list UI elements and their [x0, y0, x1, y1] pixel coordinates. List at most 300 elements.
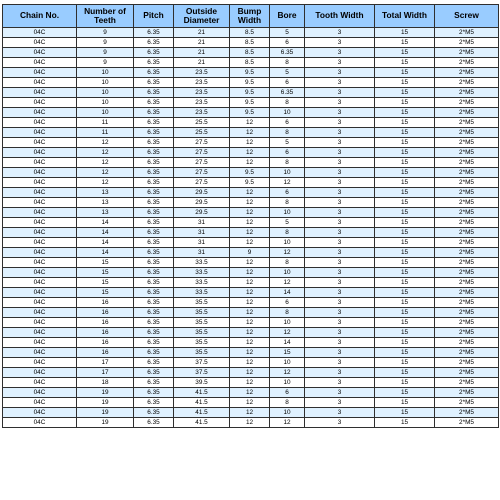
cell-pitch: 6.35 [134, 358, 174, 368]
cell-outside-diameter: 31 [174, 228, 230, 238]
cell-tooth-width: 3 [305, 398, 375, 408]
cell-bump-width: 12 [230, 198, 270, 208]
cell-bump-width: 12 [230, 118, 270, 128]
cell-total-width: 15 [375, 258, 435, 268]
cell-bump-width: 12 [230, 328, 270, 338]
cell-number-of-teeth: 9 [77, 58, 134, 68]
cell-number-of-teeth: 16 [77, 328, 134, 338]
cell-total-width: 15 [375, 68, 435, 78]
cell-number-of-teeth: 10 [77, 68, 134, 78]
cell-number-of-teeth: 16 [77, 318, 134, 328]
table-row [3, 108, 499, 118]
cell-screw: 2*M5 [435, 48, 499, 58]
cell-outside-diameter: 35.5 [174, 328, 230, 338]
cell-pitch: 6.35 [134, 418, 174, 428]
cell-screw: 2*M5 [435, 98, 499, 108]
cell-number-of-teeth: 16 [77, 298, 134, 308]
cell-bore: 10 [270, 408, 305, 418]
cell-chain-no: 04C [3, 78, 77, 88]
cell-bump-width: 9.5 [230, 108, 270, 118]
cell-outside-diameter: 31 [174, 248, 230, 258]
cell-chain-no: 04C [3, 378, 77, 388]
cell-chain-no: 04C [3, 158, 77, 168]
cell-outside-diameter: 33.5 [174, 258, 230, 268]
cell-screw: 2*M5 [435, 328, 499, 338]
cell-pitch: 6.35 [134, 58, 174, 68]
cell-pitch: 6.35 [134, 338, 174, 348]
cell-total-width: 15 [375, 388, 435, 398]
cell-total-width: 15 [375, 238, 435, 248]
cell-tooth-width: 3 [305, 258, 375, 268]
cell-outside-diameter: 21 [174, 38, 230, 48]
cell-screw: 2*M5 [435, 88, 499, 98]
table-row [3, 288, 499, 298]
cell-tooth-width: 3 [305, 248, 375, 258]
cell-outside-diameter: 41.5 [174, 398, 230, 408]
cell-total-width: 15 [375, 368, 435, 378]
cell-total-width: 15 [375, 148, 435, 158]
cell-screw: 2*M5 [435, 348, 499, 358]
cell-screw: 2*M5 [435, 198, 499, 208]
cell-total-width: 15 [375, 198, 435, 208]
cell-total-width: 15 [375, 178, 435, 188]
cell-bump-width: 12 [230, 148, 270, 158]
cell-screw: 2*M5 [435, 258, 499, 268]
table-row [3, 228, 499, 238]
cell-number-of-teeth: 10 [77, 98, 134, 108]
cell-chain-no: 04C [3, 108, 77, 118]
cell-bore: 10 [270, 268, 305, 278]
cell-tooth-width: 3 [305, 198, 375, 208]
cell-screw: 2*M5 [435, 148, 499, 158]
cell-number-of-teeth: 12 [77, 138, 134, 148]
cell-total-width: 15 [375, 218, 435, 228]
cell-screw: 2*M5 [435, 408, 499, 418]
cell-pitch: 6.35 [134, 88, 174, 98]
cell-bore: 15 [270, 348, 305, 358]
cell-outside-diameter: 21 [174, 58, 230, 68]
cell-total-width: 15 [375, 288, 435, 298]
cell-tooth-width: 3 [305, 298, 375, 308]
table-body [3, 28, 499, 428]
cell-tooth-width: 3 [305, 38, 375, 48]
cell-bump-width: 8.5 [230, 38, 270, 48]
cell-bore: 6 [270, 298, 305, 308]
cell-tooth-width: 3 [305, 408, 375, 418]
cell-pitch: 6.35 [134, 258, 174, 268]
cell-pitch: 6.35 [134, 188, 174, 198]
cell-screw: 2*M5 [435, 358, 499, 368]
cell-tooth-width: 3 [305, 288, 375, 298]
cell-bore: 8 [270, 308, 305, 318]
cell-outside-diameter: 23.5 [174, 98, 230, 108]
header-tooth-width: Tooth Width [305, 5, 375, 28]
cell-outside-diameter: 35.5 [174, 308, 230, 318]
table-row [3, 308, 499, 318]
cell-pitch: 6.35 [134, 248, 174, 258]
cell-pitch: 6.35 [134, 408, 174, 418]
cell-bump-width: 12 [230, 418, 270, 428]
cell-bore: 6 [270, 118, 305, 128]
table-row [3, 178, 499, 188]
cell-tooth-width: 3 [305, 368, 375, 378]
cell-number-of-teeth: 14 [77, 248, 134, 258]
cell-number-of-teeth: 19 [77, 418, 134, 428]
cell-outside-diameter: 35.5 [174, 318, 230, 328]
table-row [3, 28, 499, 38]
cell-bore: 12 [270, 248, 305, 258]
cell-chain-no: 04C [3, 128, 77, 138]
header-bore: Bore [270, 5, 305, 28]
table-row [3, 158, 499, 168]
cell-tooth-width: 3 [305, 278, 375, 288]
cell-pitch: 6.35 [134, 98, 174, 108]
cell-bump-width: 12 [230, 298, 270, 308]
cell-bore: 12 [270, 178, 305, 188]
cell-bump-width: 12 [230, 138, 270, 148]
cell-bore: 12 [270, 368, 305, 378]
cell-screw: 2*M5 [435, 218, 499, 228]
cell-pitch: 6.35 [134, 228, 174, 238]
table-row [3, 48, 499, 58]
table-header [3, 5, 499, 28]
cell-bump-width: 12 [230, 268, 270, 278]
table-row [3, 358, 499, 368]
cell-tooth-width: 3 [305, 418, 375, 428]
table-row [3, 78, 499, 88]
cell-total-width: 15 [375, 108, 435, 118]
cell-number-of-teeth: 11 [77, 128, 134, 138]
cell-chain-no: 04C [3, 68, 77, 78]
table-row [3, 138, 499, 148]
cell-total-width: 15 [375, 168, 435, 178]
cell-total-width: 15 [375, 228, 435, 238]
cell-bore: 8 [270, 128, 305, 138]
cell-chain-no: 04C [3, 328, 77, 338]
cell-screw: 2*M5 [435, 78, 499, 88]
table-row [3, 398, 499, 408]
cell-outside-diameter: 39.5 [174, 378, 230, 388]
cell-chain-no: 04C [3, 318, 77, 328]
cell-bore: 12 [270, 328, 305, 338]
cell-total-width: 15 [375, 248, 435, 258]
cell-tooth-width: 3 [305, 78, 375, 88]
cell-tooth-width: 3 [305, 218, 375, 228]
cell-tooth-width: 3 [305, 168, 375, 178]
cell-tooth-width: 3 [305, 328, 375, 338]
cell-tooth-width: 3 [305, 68, 375, 78]
cell-bore: 8 [270, 98, 305, 108]
header-row [3, 5, 499, 28]
cell-pitch: 6.35 [134, 318, 174, 328]
cell-chain-no: 04C [3, 358, 77, 368]
sprocket-spec-table [2, 4, 499, 428]
cell-tooth-width: 3 [305, 318, 375, 328]
cell-pitch: 6.35 [134, 398, 174, 408]
cell-bump-width: 12 [230, 348, 270, 358]
cell-pitch: 6.35 [134, 148, 174, 158]
cell-pitch: 6.35 [134, 348, 174, 358]
cell-pitch: 6.35 [134, 128, 174, 138]
cell-tooth-width: 3 [305, 188, 375, 198]
cell-pitch: 6.35 [134, 268, 174, 278]
cell-outside-diameter: 33.5 [174, 288, 230, 298]
cell-number-of-teeth: 15 [77, 268, 134, 278]
cell-tooth-width: 3 [305, 208, 375, 218]
cell-screw: 2*M5 [435, 28, 499, 38]
cell-number-of-teeth: 12 [77, 168, 134, 178]
cell-total-width: 15 [375, 318, 435, 328]
table-row [3, 88, 499, 98]
cell-total-width: 15 [375, 348, 435, 358]
cell-chain-no: 04C [3, 308, 77, 318]
cell-chain-no: 04C [3, 138, 77, 148]
cell-bump-width: 12 [230, 358, 270, 368]
cell-chain-no: 04C [3, 348, 77, 358]
cell-outside-diameter: 27.5 [174, 158, 230, 168]
cell-number-of-teeth: 12 [77, 148, 134, 158]
cell-pitch: 6.35 [134, 178, 174, 188]
cell-bore: 6 [270, 78, 305, 88]
cell-pitch: 6.35 [134, 238, 174, 248]
table-row [3, 408, 499, 418]
cell-number-of-teeth: 13 [77, 198, 134, 208]
cell-number-of-teeth: 14 [77, 228, 134, 238]
cell-total-width: 15 [375, 58, 435, 68]
cell-bump-width: 12 [230, 318, 270, 328]
cell-bump-width: 9.5 [230, 178, 270, 188]
table-row [3, 278, 499, 288]
cell-outside-diameter: 29.5 [174, 198, 230, 208]
header-total-width: Total Width [375, 5, 435, 28]
cell-number-of-teeth: 16 [77, 338, 134, 348]
cell-pitch: 6.35 [134, 168, 174, 178]
cell-tooth-width: 3 [305, 228, 375, 238]
cell-outside-diameter: 35.5 [174, 348, 230, 358]
cell-number-of-teeth: 9 [77, 28, 134, 38]
cell-tooth-width: 3 [305, 128, 375, 138]
cell-number-of-teeth: 13 [77, 208, 134, 218]
header-bump-width: Bump Width [230, 5, 270, 28]
cell-chain-no: 04C [3, 298, 77, 308]
cell-tooth-width: 3 [305, 28, 375, 38]
cell-screw: 2*M5 [435, 338, 499, 348]
cell-chain-no: 04C [3, 188, 77, 198]
cell-screw: 2*M5 [435, 318, 499, 328]
cell-tooth-width: 3 [305, 388, 375, 398]
cell-outside-diameter: 35.5 [174, 298, 230, 308]
cell-pitch: 6.35 [134, 48, 174, 58]
cell-total-width: 15 [375, 418, 435, 428]
cell-number-of-teeth: 11 [77, 118, 134, 128]
cell-screw: 2*M5 [435, 368, 499, 378]
cell-screw: 2*M5 [435, 268, 499, 278]
header-chain-no: Chain No. [3, 5, 77, 28]
cell-bore: 10 [270, 318, 305, 328]
cell-outside-diameter: 41.5 [174, 408, 230, 418]
cell-bump-width: 12 [230, 408, 270, 418]
cell-number-of-teeth: 13 [77, 188, 134, 198]
cell-bore: 14 [270, 288, 305, 298]
cell-pitch: 6.35 [134, 38, 174, 48]
cell-chain-no: 04C [3, 238, 77, 248]
cell-number-of-teeth: 14 [77, 218, 134, 228]
cell-bore: 5 [270, 138, 305, 148]
header-pitch: Pitch [134, 5, 174, 28]
table-row [3, 168, 499, 178]
cell-chain-no: 04C [3, 88, 77, 98]
cell-pitch: 6.35 [134, 368, 174, 378]
cell-tooth-width: 3 [305, 178, 375, 188]
cell-bump-width: 9.5 [230, 88, 270, 98]
cell-bore: 10 [270, 358, 305, 368]
cell-chain-no: 04C [3, 118, 77, 128]
cell-outside-diameter: 41.5 [174, 388, 230, 398]
cell-outside-diameter: 23.5 [174, 88, 230, 98]
cell-pitch: 6.35 [134, 288, 174, 298]
cell-screw: 2*M5 [435, 288, 499, 298]
cell-outside-diameter: 33.5 [174, 268, 230, 278]
cell-outside-diameter: 27.5 [174, 168, 230, 178]
cell-bump-width: 12 [230, 388, 270, 398]
cell-outside-diameter: 23.5 [174, 68, 230, 78]
cell-screw: 2*M5 [435, 228, 499, 238]
cell-bore: 8 [270, 398, 305, 408]
cell-chain-no: 04C [3, 38, 77, 48]
cell-number-of-teeth: 9 [77, 38, 134, 48]
cell-tooth-width: 3 [305, 238, 375, 248]
cell-tooth-width: 3 [305, 108, 375, 118]
table-row [3, 338, 499, 348]
header-screw: Screw [435, 5, 499, 28]
spec-table-container [2, 4, 498, 428]
cell-total-width: 15 [375, 408, 435, 418]
cell-screw: 2*M5 [435, 128, 499, 138]
cell-total-width: 15 [375, 298, 435, 308]
cell-tooth-width: 3 [305, 148, 375, 158]
cell-total-width: 15 [375, 358, 435, 368]
cell-screw: 2*M5 [435, 278, 499, 288]
cell-outside-diameter: 27.5 [174, 178, 230, 188]
cell-bump-width: 9.5 [230, 68, 270, 78]
cell-screw: 2*M5 [435, 308, 499, 318]
table-row [3, 118, 499, 128]
cell-tooth-width: 3 [305, 268, 375, 278]
cell-screw: 2*M5 [435, 138, 499, 148]
cell-outside-diameter: 21 [174, 48, 230, 58]
cell-bore: 10 [270, 108, 305, 118]
cell-number-of-teeth: 17 [77, 368, 134, 378]
cell-outside-diameter: 35.5 [174, 338, 230, 348]
table-row [3, 188, 499, 198]
cell-total-width: 15 [375, 188, 435, 198]
cell-outside-diameter: 25.5 [174, 128, 230, 138]
cell-pitch: 6.35 [134, 298, 174, 308]
cell-pitch: 6.35 [134, 278, 174, 288]
cell-bore: 14 [270, 338, 305, 348]
cell-bore: 6 [270, 188, 305, 198]
cell-bore: 10 [270, 238, 305, 248]
cell-screw: 2*M5 [435, 398, 499, 408]
cell-bump-width: 12 [230, 278, 270, 288]
cell-pitch: 6.35 [134, 388, 174, 398]
cell-bore: 5 [270, 218, 305, 228]
cell-total-width: 15 [375, 398, 435, 408]
cell-bump-width: 12 [230, 308, 270, 318]
cell-bump-width: 9.5 [230, 168, 270, 178]
cell-total-width: 15 [375, 88, 435, 98]
cell-tooth-width: 3 [305, 48, 375, 58]
cell-chain-no: 04C [3, 218, 77, 228]
table-row [3, 58, 499, 68]
cell-tooth-width: 3 [305, 98, 375, 108]
cell-outside-diameter: 31 [174, 238, 230, 248]
table-row [3, 218, 499, 228]
header-number-of-teeth: Number of Teeth [77, 5, 134, 28]
cell-chain-no: 04C [3, 48, 77, 58]
table-row [3, 418, 499, 428]
table-row [3, 388, 499, 398]
cell-screw: 2*M5 [435, 418, 499, 428]
cell-bore: 5 [270, 68, 305, 78]
table-row [3, 148, 499, 158]
cell-tooth-width: 3 [305, 158, 375, 168]
cell-total-width: 15 [375, 268, 435, 278]
cell-bore: 8 [270, 158, 305, 168]
cell-chain-no: 04C [3, 278, 77, 288]
cell-screw: 2*M5 [435, 238, 499, 248]
cell-bump-width: 12 [230, 288, 270, 298]
cell-screw: 2*M5 [435, 118, 499, 128]
cell-bump-width: 12 [230, 208, 270, 218]
cell-screw: 2*M5 [435, 68, 499, 78]
cell-total-width: 15 [375, 48, 435, 58]
cell-number-of-teeth: 9 [77, 48, 134, 58]
cell-total-width: 15 [375, 378, 435, 388]
cell-bore: 6 [270, 388, 305, 398]
cell-pitch: 6.35 [134, 68, 174, 78]
cell-total-width: 15 [375, 98, 435, 108]
cell-chain-no: 04C [3, 228, 77, 238]
cell-screw: 2*M5 [435, 58, 499, 68]
header-outside-diameter: Outside Diameter [174, 5, 230, 28]
cell-chain-no: 04C [3, 398, 77, 408]
cell-outside-diameter: 31 [174, 218, 230, 228]
table-row [3, 128, 499, 138]
cell-number-of-teeth: 19 [77, 388, 134, 398]
table-row [3, 198, 499, 208]
cell-bump-width: 8.5 [230, 58, 270, 68]
cell-bore: 8 [270, 198, 305, 208]
cell-bore: 12 [270, 418, 305, 428]
cell-pitch: 6.35 [134, 378, 174, 388]
cell-bore: 6.35 [270, 88, 305, 98]
cell-total-width: 15 [375, 28, 435, 38]
cell-pitch: 6.35 [134, 108, 174, 118]
cell-outside-diameter: 41.5 [174, 418, 230, 428]
cell-pitch: 6.35 [134, 118, 174, 128]
cell-pitch: 6.35 [134, 328, 174, 338]
cell-chain-no: 04C [3, 148, 77, 158]
cell-tooth-width: 3 [305, 358, 375, 368]
cell-screw: 2*M5 [435, 178, 499, 188]
cell-chain-no: 04C [3, 178, 77, 188]
cell-tooth-width: 3 [305, 378, 375, 388]
cell-outside-diameter: 27.5 [174, 138, 230, 148]
cell-chain-no: 04C [3, 28, 77, 38]
cell-outside-diameter: 27.5 [174, 148, 230, 158]
cell-chain-no: 04C [3, 258, 77, 268]
